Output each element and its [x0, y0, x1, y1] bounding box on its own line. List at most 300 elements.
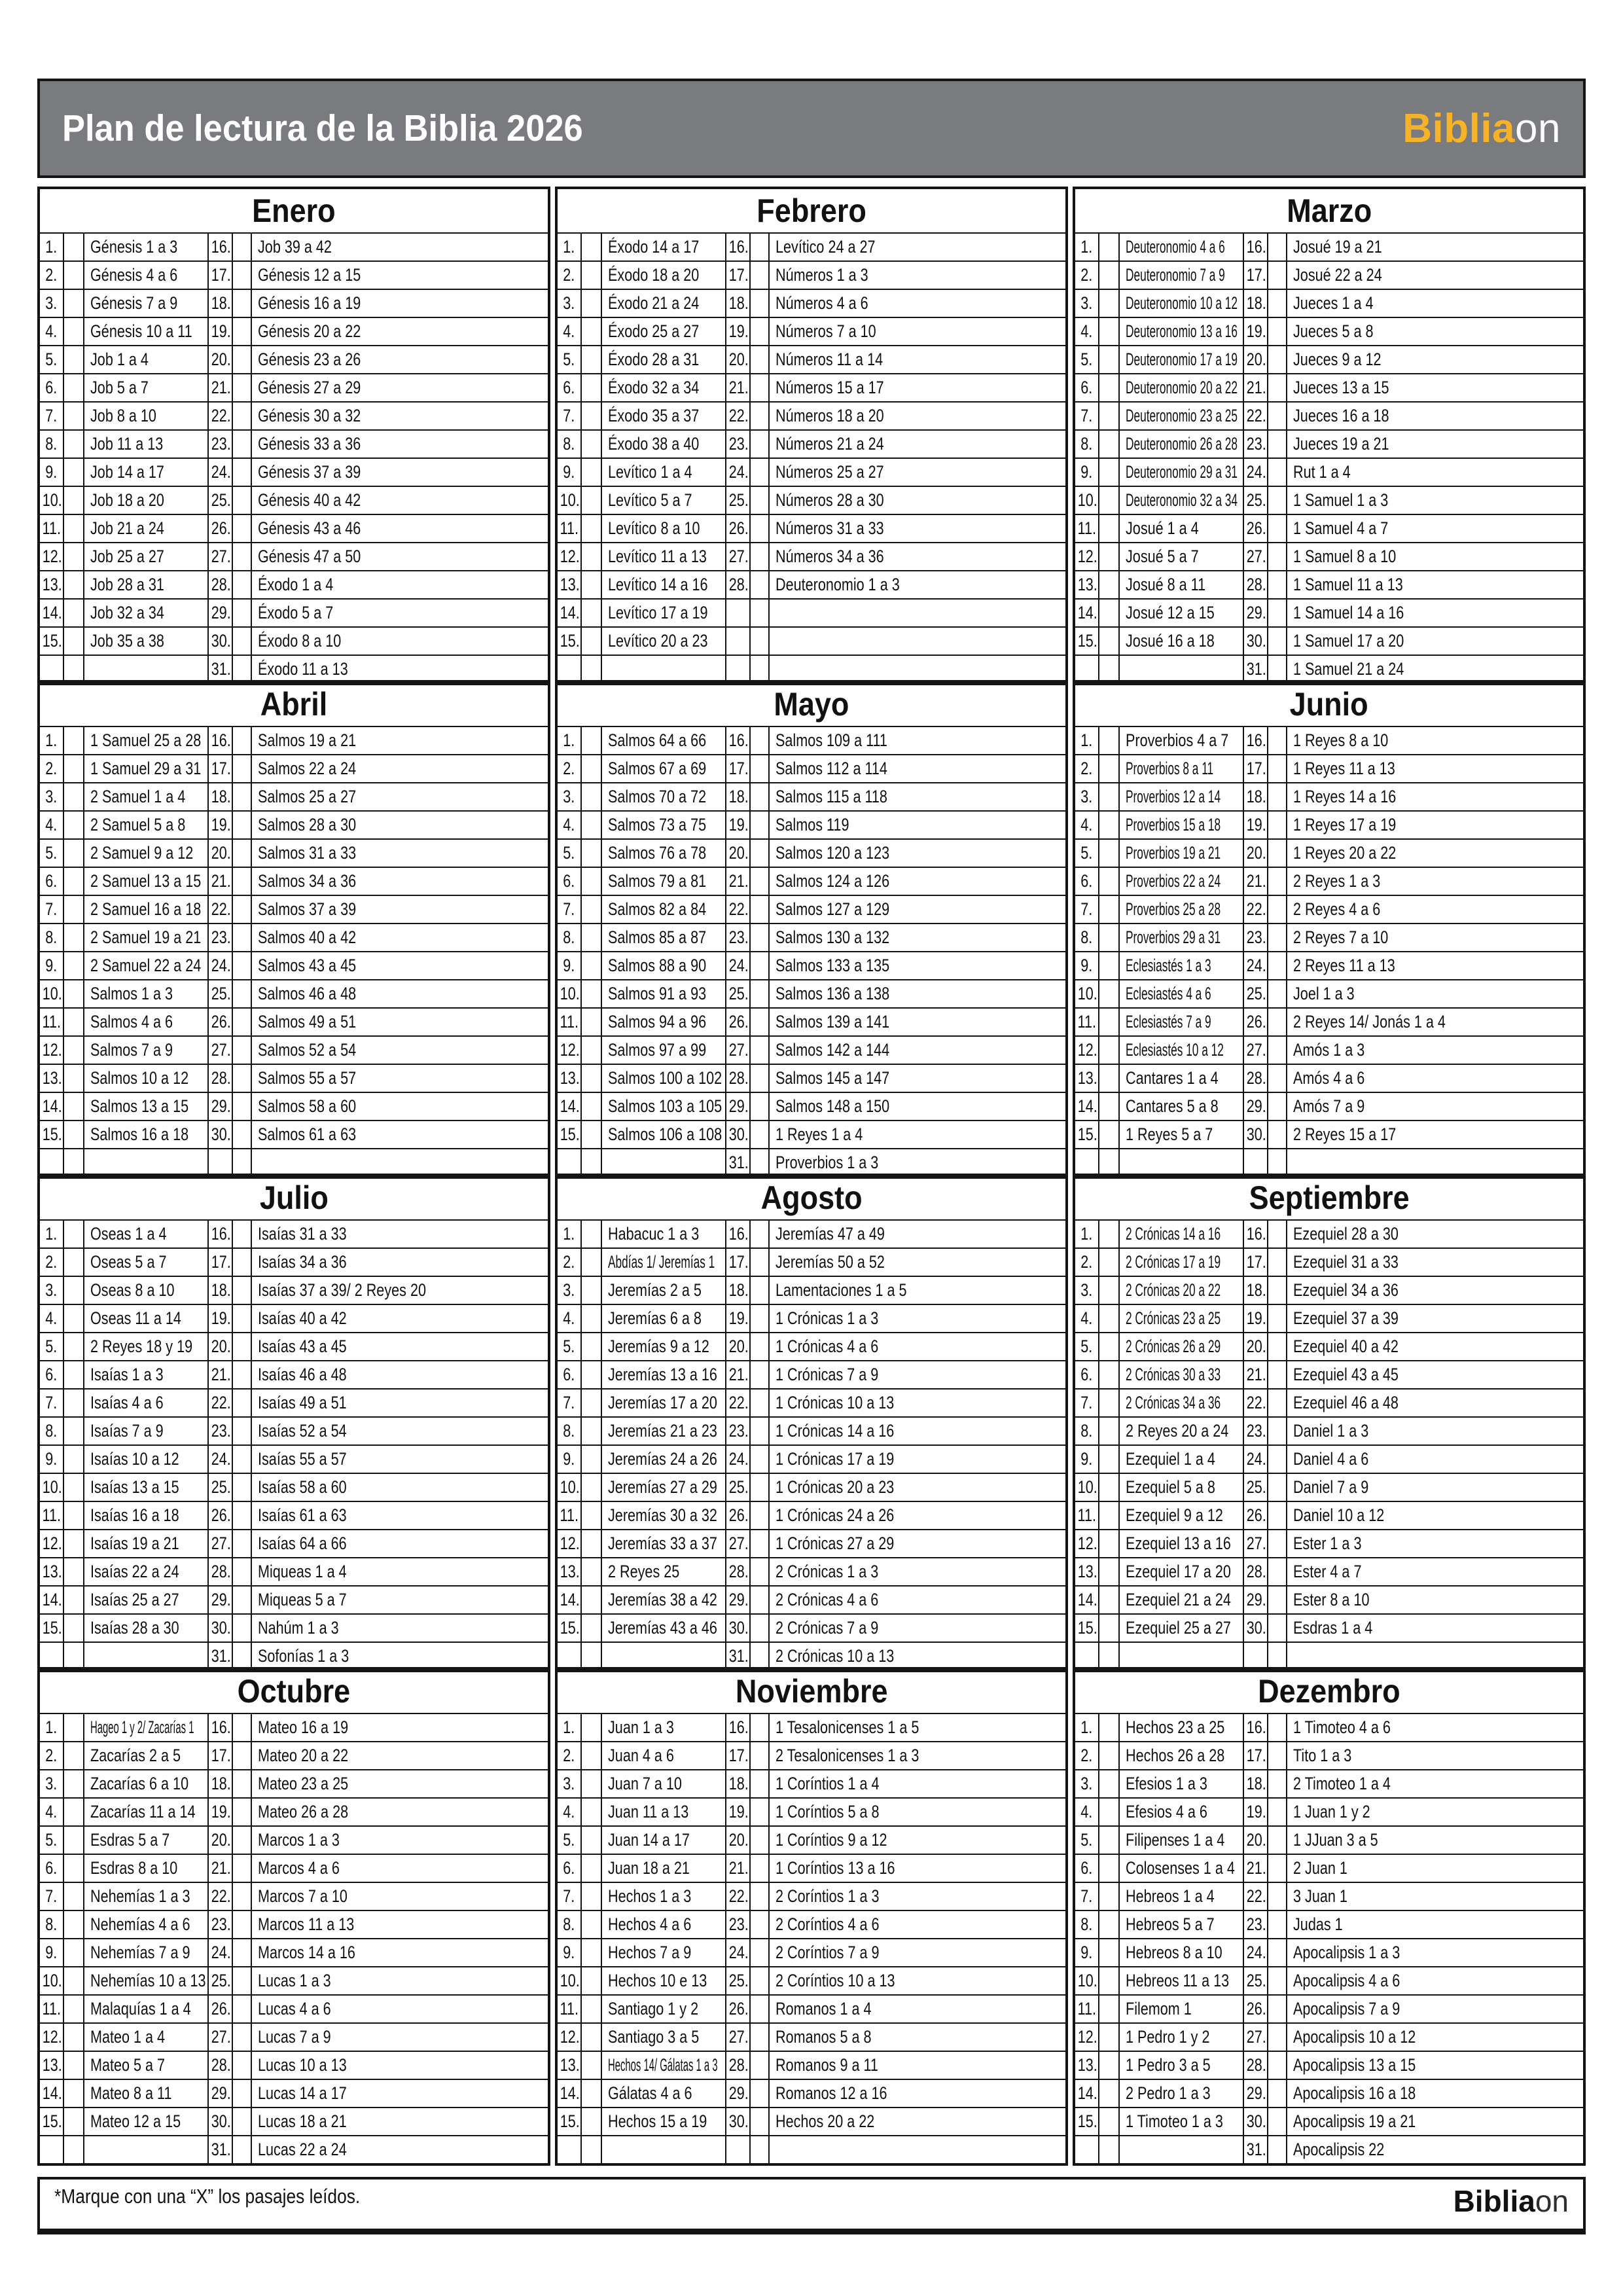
read-checkbox-cell[interactable] — [581, 1995, 601, 2023]
read-checkbox-cell[interactable] — [750, 1473, 769, 1501]
read-checkbox-cell[interactable] — [750, 346, 769, 374]
read-checkbox-cell[interactable] — [63, 2136, 84, 2164]
read-checkbox-cell[interactable] — [581, 543, 601, 571]
read-checkbox-cell[interactable] — [63, 952, 84, 980]
read-checkbox-cell[interactable] — [581, 289, 601, 317]
read-checkbox-cell[interactable] — [1268, 1276, 1287, 1304]
read-checkbox-cell[interactable] — [63, 514, 84, 543]
read-checkbox-cell[interactable] — [1099, 599, 1119, 627]
read-checkbox-cell[interactable] — [750, 599, 769, 627]
read-checkbox-cell[interactable] — [1268, 980, 1287, 1008]
read-checkbox-cell[interactable] — [232, 1121, 251, 1149]
read-checkbox-cell[interactable] — [232, 1882, 251, 1910]
read-checkbox-cell[interactable] — [1268, 317, 1287, 346]
read-checkbox-cell[interactable] — [581, 1121, 601, 1149]
read-checkbox-cell[interactable] — [1099, 1389, 1119, 1417]
read-checkbox-cell[interactable] — [581, 261, 601, 289]
read-checkbox-cell[interactable] — [1099, 2051, 1119, 2079]
read-checkbox-cell[interactable] — [1268, 1036, 1287, 1064]
read-checkbox-cell[interactable] — [232, 1008, 251, 1036]
read-checkbox-cell[interactable] — [63, 1586, 84, 1614]
read-checkbox-cell[interactable] — [1099, 1882, 1119, 1910]
read-checkbox-cell[interactable] — [1268, 1220, 1287, 1248]
read-checkbox-cell[interactable] — [1268, 1854, 1287, 1882]
read-checkbox-cell[interactable] — [1099, 317, 1119, 346]
read-checkbox-cell[interactable] — [1268, 543, 1287, 571]
read-checkbox-cell[interactable] — [63, 233, 84, 261]
read-checkbox-cell[interactable] — [1099, 980, 1119, 1008]
read-checkbox-cell[interactable] — [1268, 1064, 1287, 1092]
read-checkbox-cell[interactable] — [750, 726, 769, 755]
read-checkbox-cell[interactable] — [1099, 1910, 1119, 1939]
read-checkbox-cell[interactable] — [750, 1713, 769, 1742]
read-checkbox-cell[interactable] — [581, 1967, 601, 1995]
read-checkbox-cell[interactable] — [63, 1248, 84, 1276]
read-checkbox-cell[interactable] — [232, 430, 251, 458]
read-checkbox-cell[interactable] — [1268, 374, 1287, 402]
read-checkbox-cell[interactable] — [1268, 599, 1287, 627]
read-checkbox-cell[interactable] — [63, 1558, 84, 1586]
read-checkbox-cell[interactable] — [1099, 346, 1119, 374]
read-checkbox-cell[interactable] — [750, 261, 769, 289]
read-checkbox-cell[interactable] — [1268, 726, 1287, 755]
read-checkbox-cell[interactable] — [63, 1092, 84, 1121]
read-checkbox-cell[interactable] — [1099, 1614, 1119, 1642]
read-checkbox-cell[interactable] — [750, 1798, 769, 1826]
read-checkbox-cell[interactable] — [581, 755, 601, 783]
read-checkbox-cell[interactable] — [1099, 755, 1119, 783]
read-checkbox-cell[interactable] — [750, 289, 769, 317]
read-checkbox-cell[interactable] — [581, 1276, 601, 1304]
read-checkbox-cell[interactable] — [750, 1742, 769, 1770]
read-checkbox-cell[interactable] — [1268, 952, 1287, 980]
read-checkbox-cell[interactable] — [232, 1501, 251, 1530]
read-checkbox-cell[interactable] — [232, 811, 251, 839]
read-checkbox-cell[interactable] — [581, 2136, 601, 2164]
read-checkbox-cell[interactable] — [750, 1586, 769, 1614]
read-checkbox-cell[interactable] — [750, 1064, 769, 1092]
read-checkbox-cell[interactable] — [1099, 1036, 1119, 1064]
read-checkbox-cell[interactable] — [581, 952, 601, 980]
read-checkbox-cell[interactable] — [232, 1742, 251, 1770]
read-checkbox-cell[interactable] — [63, 1798, 84, 1826]
read-checkbox-cell[interactable] — [581, 1614, 601, 1642]
read-checkbox-cell[interactable] — [1099, 952, 1119, 980]
read-checkbox-cell[interactable] — [232, 1333, 251, 1361]
read-checkbox-cell[interactable] — [1099, 1713, 1119, 1742]
read-checkbox-cell[interactable] — [750, 458, 769, 486]
read-checkbox-cell[interactable] — [1099, 726, 1119, 755]
read-checkbox-cell[interactable] — [1099, 2136, 1119, 2164]
read-checkbox-cell[interactable] — [581, 1910, 601, 1939]
read-checkbox-cell[interactable] — [750, 867, 769, 895]
read-checkbox-cell[interactable] — [581, 1220, 601, 1248]
read-checkbox-cell[interactable] — [1099, 1008, 1119, 1036]
read-checkbox-cell[interactable] — [232, 2051, 251, 2079]
read-checkbox-cell[interactable] — [1268, 2023, 1287, 2051]
read-checkbox-cell[interactable] — [232, 1361, 251, 1389]
read-checkbox-cell[interactable] — [581, 839, 601, 867]
read-checkbox-cell[interactable] — [750, 783, 769, 811]
read-checkbox-cell[interactable] — [750, 1967, 769, 1995]
read-checkbox-cell[interactable] — [232, 2079, 251, 2108]
read-checkbox-cell[interactable] — [63, 571, 84, 599]
read-checkbox-cell[interactable] — [581, 1008, 601, 1036]
read-checkbox-cell[interactable] — [581, 726, 601, 755]
read-checkbox-cell[interactable] — [1099, 2023, 1119, 2051]
read-checkbox-cell[interactable] — [63, 1713, 84, 1742]
read-checkbox-cell[interactable] — [1268, 1882, 1287, 1910]
read-checkbox-cell[interactable] — [581, 1586, 601, 1614]
read-checkbox-cell[interactable] — [750, 1276, 769, 1304]
read-checkbox-cell[interactable] — [232, 346, 251, 374]
read-checkbox-cell[interactable] — [232, 1417, 251, 1445]
read-checkbox-cell[interactable] — [232, 895, 251, 924]
read-checkbox-cell[interactable] — [1099, 374, 1119, 402]
read-checkbox-cell[interactable] — [63, 1939, 84, 1967]
read-checkbox-cell[interactable] — [581, 402, 601, 430]
read-checkbox-cell[interactable] — [750, 1770, 769, 1798]
read-checkbox-cell[interactable] — [581, 924, 601, 952]
read-checkbox-cell[interactable] — [1268, 1473, 1287, 1501]
read-checkbox-cell[interactable] — [1099, 486, 1119, 514]
read-checkbox-cell[interactable] — [1099, 1064, 1119, 1092]
read-checkbox-cell[interactable] — [750, 1882, 769, 1910]
read-checkbox-cell[interactable] — [63, 430, 84, 458]
read-checkbox-cell[interactable] — [750, 430, 769, 458]
read-checkbox-cell[interactable] — [750, 1417, 769, 1445]
read-checkbox-cell[interactable] — [750, 895, 769, 924]
read-checkbox-cell[interactable] — [750, 2051, 769, 2079]
read-checkbox-cell[interactable] — [750, 839, 769, 867]
read-checkbox-cell[interactable] — [750, 2023, 769, 2051]
read-checkbox-cell[interactable] — [581, 430, 601, 458]
read-checkbox-cell[interactable] — [232, 839, 251, 867]
read-checkbox-cell[interactable] — [581, 1770, 601, 1798]
read-checkbox-cell[interactable] — [1268, 839, 1287, 867]
read-checkbox-cell[interactable] — [750, 543, 769, 571]
read-checkbox-cell[interactable] — [750, 317, 769, 346]
read-checkbox-cell[interactable] — [1268, 1304, 1287, 1333]
read-checkbox-cell[interactable] — [581, 1826, 601, 1854]
read-checkbox-cell[interactable] — [232, 486, 251, 514]
read-checkbox-cell[interactable] — [232, 1586, 251, 1614]
read-checkbox-cell[interactable] — [581, 1092, 601, 1121]
read-checkbox-cell[interactable] — [63, 1770, 84, 1798]
read-checkbox-cell[interactable] — [581, 514, 601, 543]
read-checkbox-cell[interactable] — [1268, 1742, 1287, 1770]
read-checkbox-cell[interactable] — [232, 458, 251, 486]
read-checkbox-cell[interactable] — [232, 1304, 251, 1333]
read-checkbox-cell[interactable] — [1099, 2079, 1119, 2108]
read-checkbox-cell[interactable] — [581, 599, 601, 627]
read-checkbox-cell[interactable] — [1099, 1995, 1119, 2023]
read-checkbox-cell[interactable] — [750, 233, 769, 261]
read-checkbox-cell[interactable] — [581, 895, 601, 924]
read-checkbox-cell[interactable] — [63, 543, 84, 571]
read-checkbox-cell[interactable] — [1099, 1333, 1119, 1361]
read-checkbox-cell[interactable] — [581, 1473, 601, 1501]
read-checkbox-cell[interactable] — [63, 839, 84, 867]
read-checkbox-cell[interactable] — [63, 317, 84, 346]
read-checkbox-cell[interactable] — [581, 1854, 601, 1882]
read-checkbox-cell[interactable] — [63, 1064, 84, 1092]
read-checkbox-cell[interactable] — [63, 726, 84, 755]
read-checkbox-cell[interactable] — [750, 811, 769, 839]
read-checkbox-cell[interactable] — [1268, 1092, 1287, 1121]
read-checkbox-cell[interactable] — [232, 1798, 251, 1826]
read-checkbox-cell[interactable] — [232, 1770, 251, 1798]
read-checkbox-cell[interactable] — [750, 1910, 769, 1939]
read-checkbox-cell[interactable] — [232, 755, 251, 783]
read-checkbox-cell[interactable] — [63, 1276, 84, 1304]
read-checkbox-cell[interactable] — [232, 1995, 251, 2023]
read-checkbox-cell[interactable] — [63, 2051, 84, 2079]
read-checkbox-cell[interactable] — [750, 1333, 769, 1361]
read-checkbox-cell[interactable] — [581, 811, 601, 839]
read-checkbox-cell[interactable] — [1099, 839, 1119, 867]
read-checkbox-cell[interactable] — [1268, 1614, 1287, 1642]
read-checkbox-cell[interactable] — [63, 599, 84, 627]
read-checkbox-cell[interactable] — [232, 726, 251, 755]
read-checkbox-cell[interactable] — [232, 627, 251, 655]
read-checkbox-cell[interactable] — [1099, 2108, 1119, 2136]
read-checkbox-cell[interactable] — [63, 1882, 84, 1910]
read-checkbox-cell[interactable] — [1099, 1092, 1119, 1121]
read-checkbox-cell[interactable] — [1099, 1558, 1119, 1586]
read-checkbox-cell[interactable] — [63, 1614, 84, 1642]
read-checkbox-cell[interactable] — [1099, 627, 1119, 655]
read-checkbox-cell[interactable] — [1268, 1008, 1287, 1036]
read-checkbox-cell[interactable] — [1268, 1501, 1287, 1530]
read-checkbox-cell[interactable] — [1268, 1967, 1287, 1995]
read-checkbox-cell[interactable] — [581, 2051, 601, 2079]
read-checkbox-cell[interactable] — [63, 2079, 84, 2108]
read-checkbox-cell[interactable] — [232, 1614, 251, 1642]
read-checkbox-cell[interactable] — [1268, 1389, 1287, 1417]
read-checkbox-cell[interactable] — [63, 374, 84, 402]
read-checkbox-cell[interactable] — [1268, 1826, 1287, 1854]
read-checkbox-cell[interactable] — [1099, 430, 1119, 458]
read-checkbox-cell[interactable] — [63, 346, 84, 374]
read-checkbox-cell[interactable] — [750, 1220, 769, 1248]
read-checkbox-cell[interactable] — [1099, 289, 1119, 317]
read-checkbox-cell[interactable] — [1268, 867, 1287, 895]
read-checkbox-cell[interactable] — [232, 1910, 251, 1939]
read-checkbox-cell[interactable] — [581, 1939, 601, 1967]
read-checkbox-cell[interactable] — [63, 1910, 84, 1939]
read-checkbox-cell[interactable] — [232, 514, 251, 543]
read-checkbox-cell[interactable] — [1268, 2051, 1287, 2079]
read-checkbox-cell[interactable] — [1268, 755, 1287, 783]
read-checkbox-cell[interactable] — [63, 1220, 84, 1248]
read-checkbox-cell[interactable] — [750, 1389, 769, 1417]
read-checkbox-cell[interactable] — [1268, 1417, 1287, 1445]
read-checkbox-cell[interactable] — [1099, 261, 1119, 289]
read-checkbox-cell[interactable] — [1099, 1826, 1119, 1854]
read-checkbox-cell[interactable] — [750, 1092, 769, 1121]
read-checkbox-cell[interactable] — [63, 811, 84, 839]
read-checkbox-cell[interactable] — [750, 1530, 769, 1558]
read-checkbox-cell[interactable] — [63, 1742, 84, 1770]
read-checkbox-cell[interactable] — [232, 2108, 251, 2136]
read-checkbox-cell[interactable] — [1268, 924, 1287, 952]
read-checkbox-cell[interactable] — [581, 486, 601, 514]
read-checkbox-cell[interactable] — [581, 627, 601, 655]
read-checkbox-cell[interactable] — [232, 1064, 251, 1092]
read-checkbox-cell[interactable] — [750, 2136, 769, 2164]
read-checkbox-cell[interactable] — [1099, 1220, 1119, 1248]
read-checkbox-cell[interactable] — [1268, 1713, 1287, 1742]
read-checkbox-cell[interactable] — [1268, 1248, 1287, 1276]
read-checkbox-cell[interactable] — [232, 571, 251, 599]
read-checkbox-cell[interactable] — [581, 2023, 601, 2051]
read-checkbox-cell[interactable] — [232, 1248, 251, 1276]
read-checkbox-cell[interactable] — [1268, 1798, 1287, 1826]
read-checkbox-cell[interactable] — [63, 1854, 84, 1882]
read-checkbox-cell[interactable] — [581, 233, 601, 261]
read-checkbox-cell[interactable] — [1099, 458, 1119, 486]
read-checkbox-cell[interactable] — [1099, 1770, 1119, 1798]
read-checkbox-cell[interactable] — [63, 980, 84, 1008]
read-checkbox-cell[interactable] — [1268, 627, 1287, 655]
read-checkbox-cell[interactable] — [1268, 1770, 1287, 1798]
read-checkbox-cell[interactable] — [63, 1389, 84, 1417]
read-checkbox-cell[interactable] — [750, 1854, 769, 1882]
read-checkbox-cell[interactable] — [63, 1361, 84, 1389]
read-checkbox-cell[interactable] — [1099, 867, 1119, 895]
read-checkbox-cell[interactable] — [232, 402, 251, 430]
read-checkbox-cell[interactable] — [63, 1826, 84, 1854]
read-checkbox-cell[interactable] — [1099, 1586, 1119, 1614]
read-checkbox-cell[interactable] — [1268, 1530, 1287, 1558]
read-checkbox-cell[interactable] — [1268, 486, 1287, 514]
read-checkbox-cell[interactable] — [1268, 346, 1287, 374]
read-checkbox-cell[interactable] — [232, 1854, 251, 1882]
read-checkbox-cell[interactable] — [750, 980, 769, 1008]
read-checkbox-cell[interactable] — [63, 755, 84, 783]
read-checkbox-cell[interactable] — [63, 1473, 84, 1501]
read-checkbox-cell[interactable] — [232, 1826, 251, 1854]
read-checkbox-cell[interactable] — [63, 1036, 84, 1064]
read-checkbox-cell[interactable] — [1099, 1304, 1119, 1333]
read-checkbox-cell[interactable] — [63, 486, 84, 514]
read-checkbox-cell[interactable] — [1099, 402, 1119, 430]
read-checkbox-cell[interactable] — [232, 1530, 251, 1558]
read-checkbox-cell[interactable] — [581, 1530, 601, 1558]
read-checkbox-cell[interactable] — [63, 261, 84, 289]
read-checkbox-cell[interactable] — [232, 543, 251, 571]
read-checkbox-cell[interactable] — [1099, 1967, 1119, 1995]
read-checkbox-cell[interactable] — [750, 1036, 769, 1064]
read-checkbox-cell[interactable] — [63, 1445, 84, 1473]
read-checkbox-cell[interactable] — [1268, 2079, 1287, 2108]
read-checkbox-cell[interactable] — [581, 1333, 601, 1361]
read-checkbox-cell[interactable] — [1268, 458, 1287, 486]
read-checkbox-cell[interactable] — [1268, 895, 1287, 924]
read-checkbox-cell[interactable] — [1099, 1417, 1119, 1445]
read-checkbox-cell[interactable] — [1099, 543, 1119, 571]
read-checkbox-cell[interactable] — [1268, 289, 1287, 317]
read-checkbox-cell[interactable] — [63, 895, 84, 924]
read-checkbox-cell[interactable] — [232, 783, 251, 811]
read-checkbox-cell[interactable] — [232, 2023, 251, 2051]
read-checkbox-cell[interactable] — [1099, 1121, 1119, 1149]
read-checkbox-cell[interactable] — [750, 924, 769, 952]
read-checkbox-cell[interactable] — [63, 2023, 84, 2051]
read-checkbox-cell[interactable] — [63, 402, 84, 430]
read-checkbox-cell[interactable] — [232, 261, 251, 289]
read-checkbox-cell[interactable] — [750, 1826, 769, 1854]
read-checkbox-cell[interactable] — [63, 1008, 84, 1036]
read-checkbox-cell[interactable] — [581, 346, 601, 374]
read-checkbox-cell[interactable] — [750, 1614, 769, 1642]
read-checkbox-cell[interactable] — [581, 1304, 601, 1333]
read-checkbox-cell[interactable] — [581, 1036, 601, 1064]
read-checkbox-cell[interactable] — [581, 1445, 601, 1473]
read-checkbox-cell[interactable] — [63, 924, 84, 952]
read-checkbox-cell[interactable] — [581, 458, 601, 486]
read-checkbox-cell[interactable] — [581, 374, 601, 402]
read-checkbox-cell[interactable] — [232, 1558, 251, 1586]
read-checkbox-cell[interactable] — [1099, 924, 1119, 952]
read-checkbox-cell[interactable] — [750, 627, 769, 655]
read-checkbox-cell[interactable] — [63, 1530, 84, 1558]
read-checkbox-cell[interactable] — [232, 374, 251, 402]
read-checkbox-cell[interactable] — [232, 599, 251, 627]
read-checkbox-cell[interactable] — [63, 1417, 84, 1445]
read-checkbox-cell[interactable] — [581, 1417, 601, 1445]
read-checkbox-cell[interactable] — [232, 924, 251, 952]
read-checkbox-cell[interactable] — [750, 2079, 769, 2108]
read-checkbox-cell[interactable] — [581, 1882, 601, 1910]
read-checkbox-cell[interactable] — [581, 571, 601, 599]
read-checkbox-cell[interactable] — [581, 1742, 601, 1770]
read-checkbox-cell[interactable] — [1099, 895, 1119, 924]
read-checkbox-cell[interactable] — [750, 1008, 769, 1036]
read-checkbox-cell[interactable] — [232, 980, 251, 1008]
read-checkbox-cell[interactable] — [581, 1713, 601, 1742]
read-checkbox-cell[interactable] — [63, 1333, 84, 1361]
read-checkbox-cell[interactable] — [63, 1501, 84, 1530]
read-checkbox-cell[interactable] — [1099, 811, 1119, 839]
read-checkbox-cell[interactable] — [232, 1445, 251, 1473]
read-checkbox-cell[interactable] — [232, 289, 251, 317]
read-checkbox-cell[interactable] — [750, 1445, 769, 1473]
read-checkbox-cell[interactable] — [750, 571, 769, 599]
read-checkbox-cell[interactable] — [581, 1501, 601, 1530]
read-checkbox-cell[interactable] — [63, 1304, 84, 1333]
read-checkbox-cell[interactable] — [1099, 1361, 1119, 1389]
read-checkbox-cell[interactable] — [1268, 1939, 1287, 1967]
read-checkbox-cell[interactable] — [63, 1967, 84, 1995]
read-checkbox-cell[interactable] — [750, 2108, 769, 2136]
read-checkbox-cell[interactable] — [1268, 1910, 1287, 1939]
read-checkbox-cell[interactable] — [1099, 1854, 1119, 1882]
read-checkbox-cell[interactable] — [581, 2079, 601, 2108]
read-checkbox-cell[interactable] — [63, 2108, 84, 2136]
read-checkbox-cell[interactable] — [750, 1995, 769, 2023]
read-checkbox-cell[interactable] — [581, 1389, 601, 1417]
read-checkbox-cell[interactable] — [750, 514, 769, 543]
read-checkbox-cell[interactable] — [1268, 261, 1287, 289]
read-checkbox-cell[interactable] — [1099, 1501, 1119, 1530]
read-checkbox-cell[interactable] — [232, 1389, 251, 1417]
read-checkbox-cell[interactable] — [750, 374, 769, 402]
read-checkbox-cell[interactable] — [1099, 1939, 1119, 1967]
read-checkbox-cell[interactable] — [232, 1713, 251, 1742]
read-checkbox-cell[interactable] — [1268, 430, 1287, 458]
